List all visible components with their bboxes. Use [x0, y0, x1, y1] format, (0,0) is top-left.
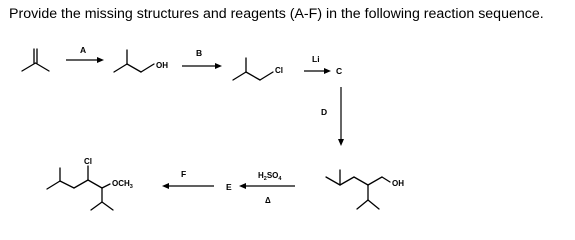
arrowhead [338, 139, 344, 146]
intermediate-c-label: C [336, 66, 343, 76]
reagent-li-label: Li [312, 54, 320, 64]
bond [141, 64, 154, 72]
arrowhead [97, 57, 104, 63]
molecule-methoxy-chloride [47, 157, 133, 210]
reagent-a-label: A [80, 45, 87, 55]
arrowhead [324, 68, 331, 74]
bond [260, 72, 273, 80]
arrowhead [215, 63, 222, 69]
bond [340, 177, 354, 185]
bond [357, 200, 368, 209]
bond [74, 180, 88, 188]
molecule-tertiary-alcohol [326, 170, 404, 209]
bond [368, 200, 379, 209]
intermediate-e-label: E [226, 182, 232, 192]
bond [326, 177, 340, 185]
arrowhead [239, 183, 246, 189]
molecule-isobutylene [22, 49, 49, 71]
reagent-h2so4-label: $H_2SO_4$ [258, 171, 282, 182]
bond [368, 177, 382, 185]
molecule-isobutanol [114, 50, 168, 72]
reagent-d-label: D [321, 107, 328, 117]
arrow-f [162, 169, 214, 189]
arrow-d [321, 87, 344, 146]
arrow-a [66, 45, 104, 63]
cl-group-label: Cl [84, 157, 92, 166]
arrow-li [304, 54, 342, 76]
bond [88, 180, 102, 188]
bond [114, 64, 127, 72]
arrow-b [182, 48, 222, 69]
oh-group-label: OH [156, 61, 168, 70]
cl-group-label: Cl [275, 66, 283, 75]
bond [60, 181, 74, 188]
reagent-b-label: B [196, 48, 203, 58]
bond [102, 202, 113, 210]
heat-symbol: Δ [265, 196, 271, 205]
bond [233, 72, 246, 80]
molecule-isobutyl-chloride [233, 58, 283, 80]
bond [246, 72, 260, 80]
arrow-e [226, 171, 295, 205]
oh-group-label: OH [392, 179, 404, 188]
arrowhead [162, 183, 169, 189]
bond [91, 202, 102, 210]
bond [36, 63, 50, 71]
bond [382, 177, 390, 182]
bond [102, 184, 110, 188]
bond [47, 181, 60, 189]
och3-group-label: $OCH_3$ [112, 179, 133, 190]
question-text: Provide the missing structures and reagents (A-F) in the following reaction sequence. [9, 6, 544, 22]
reagent-f-label: F [181, 169, 187, 179]
bond [22, 63, 36, 71]
bond [127, 64, 141, 72]
bond [354, 177, 368, 185]
